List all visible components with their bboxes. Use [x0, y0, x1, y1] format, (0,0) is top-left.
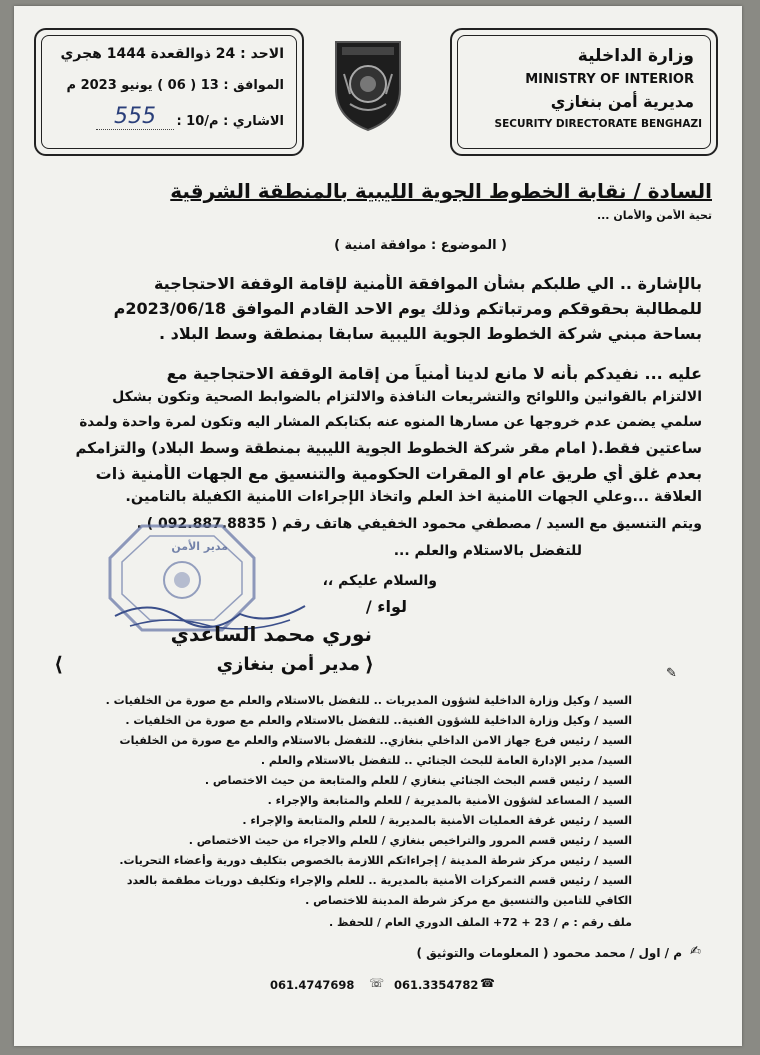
letter-page [14, 6, 742, 1046]
paragraph2-line: العلاقة ...وعلي الجهات الأمنية اخذ العلم واتخاذ الإجراءات الأمنية الكفيلة بالتامين. [125, 489, 702, 505]
distribution-item: السيد/ مدير الإدارة العامة للبحث الجنائي .. للتفضل بالاستلام والعلم . [260, 754, 632, 767]
gregorian-date: الموافق : 13 ( 06 ) يونيو 2023 م [66, 78, 284, 93]
subject: ( الموضوع : موافقة امنية ) [334, 238, 507, 253]
phone-number: 061.3354782 [394, 978, 479, 992]
addressee: السادة / نقابة الخطوط الجوية الليبية بالمنطقة الشرقية [170, 179, 712, 203]
signatory-name: نوري محمد الساعدي [170, 622, 372, 646]
paragraph2-line: سلمي يضمن عدم خروجها عن مسارها المنوه عنه بكتابكم المشار اليه وتكون لمرة واحدة ولمدة [79, 414, 702, 430]
distribution-item: السيد / رئيس غرفة العمليات الأمنية بالمديرية / للعلم والمتابعة والإجراء . [242, 814, 632, 827]
paragraph1-line: بساحة مبني شركة الخطوط الجوية الليبية سابقا بمنطقة وسط البلاد . [158, 324, 702, 343]
reference-label: الاشاري : م/10 : [176, 114, 284, 129]
closing-receipt: للتفضل بالاستلام والعلم ... [393, 543, 582, 559]
phone-icon: ☎ [480, 976, 495, 990]
greeting: تحية الأمن والأمان ... [596, 209, 712, 222]
fax-number: 061.4747698 [270, 978, 355, 992]
distribution-item: السيد / رئيس فرع جهاز الامن الداخلي بنغازي.. للتفضل بالاستلام والعلم مع صورة من الخلفيات [119, 734, 632, 747]
stamp-text: مدير الأمن [171, 540, 228, 553]
date-header-box [34, 28, 304, 156]
distribution-item: السيد / رئيس مركز شرطة المدينة / إجراءاتكم اللازمة بالخصوص بتكليف دورية وأعضاء التحريات. [119, 854, 632, 867]
pen-icon: ✎ [666, 666, 677, 681]
signatory-rank: لواء / [365, 597, 407, 616]
hijri-date: الاحد : 24 ذوالقعدة 1444 هجري [60, 46, 284, 62]
paragraph2-line: ساعتين فقط.( امام مقر شركة الخطوط الجوية الليبية بمنطقة وسط البلاد) والتزامكم [75, 439, 702, 457]
directorate-en: SECURITY DIRECTORATE BENGHAZI [494, 118, 702, 130]
emblem-logo [330, 34, 406, 134]
distribution-item: السيد / رئيس قسم البحث الجنائي بنغازي / للعلم والمتابعة من حيث الاختصاص . [204, 774, 632, 787]
pen-icon: ✍ [690, 944, 701, 959]
preparer: م / اول / محمد محمود ( المعلومات والتوثيق ) [416, 946, 682, 960]
distribution-item: السيد / وكيل وزارة الداخلية للشؤون الفنية.. للتفضل بالاستلام والعلم مع صورة من الخلفيات . [125, 714, 632, 727]
directorate-ar: مديرية أمن بنغازي [550, 92, 694, 111]
ministry-ar: وزارة الداخلية [577, 46, 694, 66]
distribution-item: السيد / رئيس قسم التمركزات الأمنية بالمديرية .. للعلم والإجراء وتكليف دوريات مطقمة بالعدد [126, 874, 632, 887]
distribution-item: السيد / المساعد لشؤون الأمنية بالمديرية / للعلم والمتابعة والإجراء . [267, 794, 632, 807]
paragraph2-line: عليه ... نفيدكم بأنه لا مانع لدينا أمنياً من إقامة الوقفة الاحتجاجية مع [166, 364, 702, 383]
signatory-title: مدير أمن بنغازي [216, 654, 360, 675]
paragraph2-line: بعدم غلق أي طريق عام او المقرات الحكومية والتنسيق مع الجهات الأمنية ذات [95, 464, 702, 483]
paragraph1-line: للمطالبة بحقوقكم ومرتباتكم وذلك يوم الاحد القادم الموافق 2023/06/18م [113, 299, 702, 318]
fax-icon: ☏ [369, 976, 385, 990]
closing-salutation: والسلام عليكم ،، [322, 573, 437, 589]
distribution-item: السيد / وكيل وزارة الداخلية لشؤون المديريات .. للتفضل بالاستلام والعلم مع صورة من الخلفيات . [105, 694, 632, 707]
reference-number: 555 [96, 104, 174, 130]
file-reference: ملف رقم : م / 23 + 72+ الملف الدوري العام / للحفظ . [328, 916, 632, 929]
distribution-item: السيد / رئيس قسم المرور والتراخيص بنغازي / للعلم والاجراء من حيث الاختصاص . [188, 834, 632, 847]
ministry-en: MINISTRY OF INTERIOR [525, 72, 694, 87]
paragraph2-line: الالتزام بالقوانين واللوائح والتشريعات النافذة والالتزام بالضوابط الصحية وتكون بشكل [112, 389, 702, 405]
signatory-title-box: ⟨ ⟩ مدير أمن بنغازي [54, 652, 374, 676]
paragraph1-line: بالإشارة .. الي طلبكم بشأن الموافقة الأمنية لإقامة الوقفة الاحتجاجية [153, 274, 702, 293]
ministry-header-box [450, 28, 718, 156]
distribution-item: الكافي للتامين والتنسيق مع مركز شرطة المدينة للاختصاص . [305, 894, 632, 907]
coordination-line: ويتم التنسيق مع السيد / مصطفي محمود الخفيفي هاتف رقم ( 092.887.8835 ) . [136, 516, 702, 532]
